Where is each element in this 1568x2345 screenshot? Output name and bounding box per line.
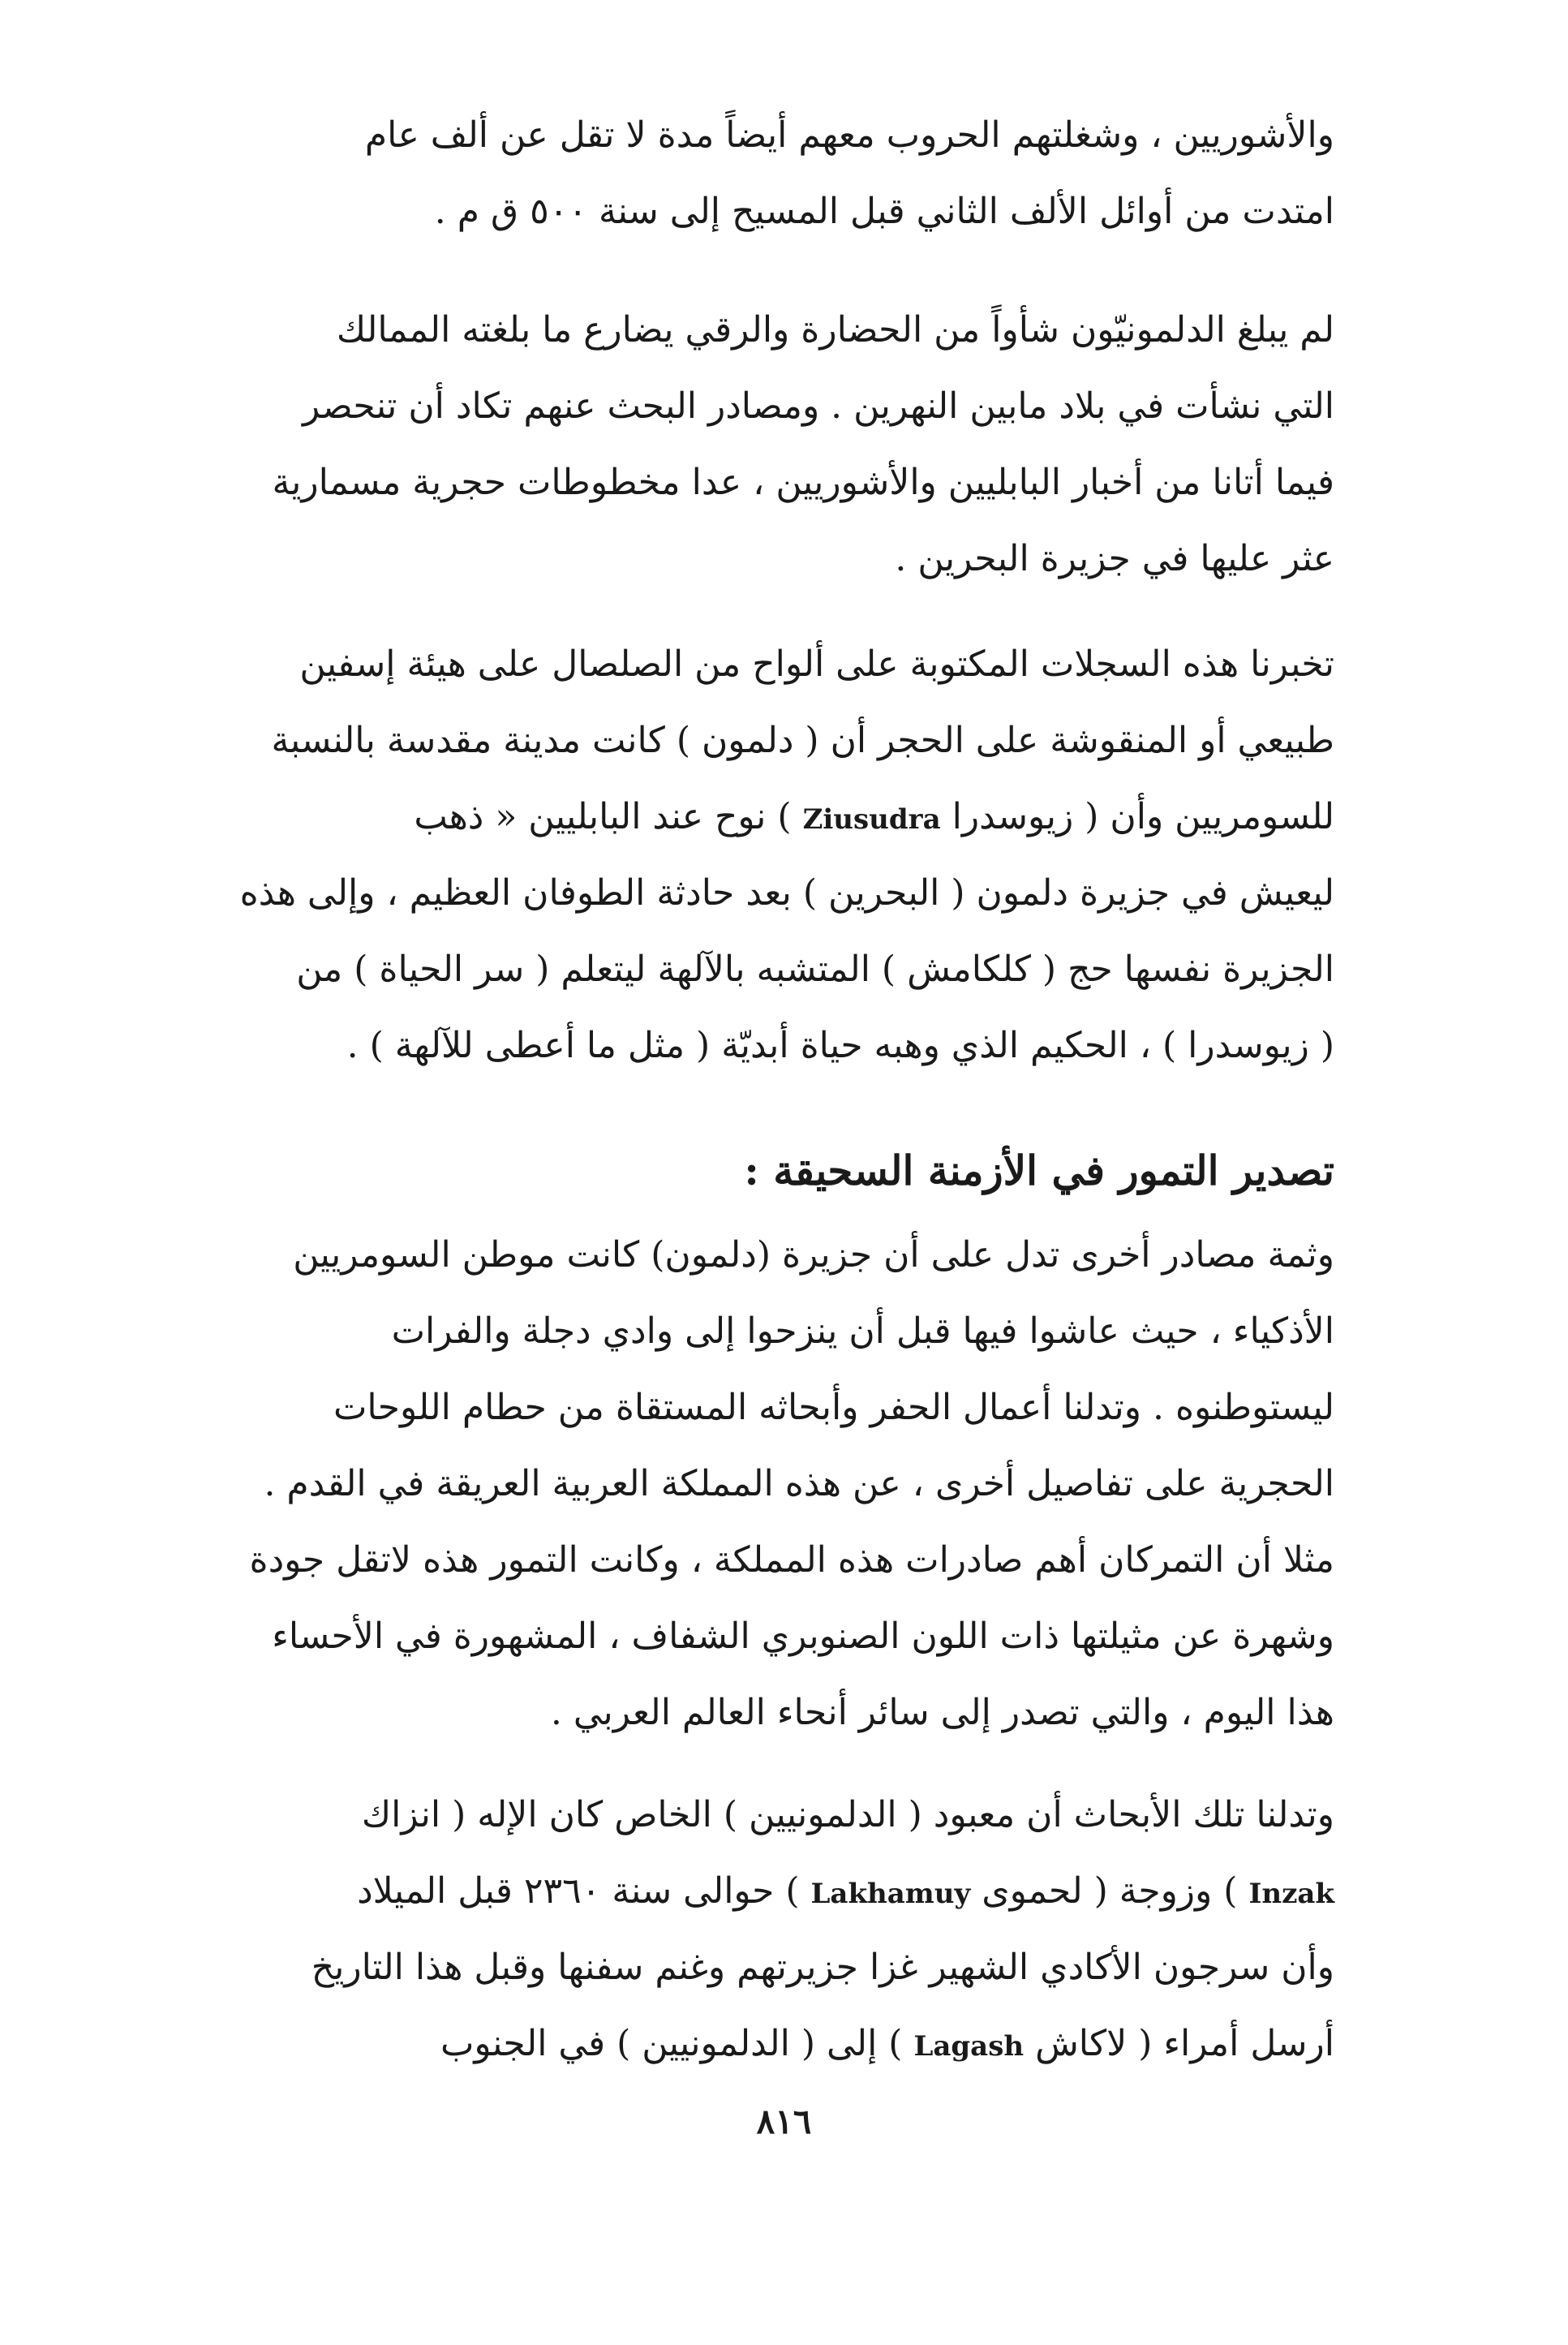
text-line	[219, 779, 1334, 855]
text-line: مثلا أن التمركان أهم صادرات هذه المملكة ، وكانت التمور هذه لاتقل جودة	[249, 1539, 1334, 1581]
text-segment: ) نوح عند البابليين « ذهب	[414, 796, 792, 837]
latin-term-inzak: Inzak	[1248, 1878, 1334, 1910]
text-segment: ) وزوجة ( لحموى	[982, 1870, 1238, 1912]
text-line: ( زيوسدرا ) ، الحكيم الذي وهبه حياة أبديّة ( مثل ما أعطى للآلهة ) .	[346, 1025, 1334, 1066]
text-line: الحجرية على تفاصيل أخرى ، عن هذه المملكة العربية العريقة في القدم .	[264, 1463, 1334, 1504]
paragraph-3	[219, 626, 1334, 1084]
paragraph-4	[219, 1217, 1334, 1751]
text-line: فيما أتانا من أخبار البابليين والأشوريين ، عدا مخطوطات حجرية مسمارية	[272, 462, 1334, 503]
text-line: ليعيش في جزيرة دلمون ( البحرين ) بعد حادثة الطوفان العظيم ، وإلى هذه	[239, 872, 1334, 914]
text-line: وثمة مصادر أخرى تدل على أن جزيرة (دلمون) كانت موطن السومريين	[293, 1234, 1334, 1276]
paragraph-5	[219, 1777, 1334, 2082]
text-line: ليستوطنوه . وتدلنا أعمال الحفر وأبحاثه المستقاة من حطام اللوحات	[333, 1387, 1334, 1428]
text-segment: ) إلى ( الدلمونيين ) في الجنوب	[440, 2023, 903, 2064]
paragraph-2	[219, 292, 1334, 597]
text-segment: للسومريين وأن ( زيوسدرا	[952, 796, 1334, 837]
text-line: عثر عليها في جزيرة البحرين .	[895, 538, 1334, 579]
paragraph-1	[219, 97, 1334, 250]
text-line: الأذكياء ، حيث عاشوا فيها قبل أن ينزحوا إلى وادي دجلة والفرات	[391, 1310, 1334, 1352]
text-line: الجزيرة نفسها حج ( كلكامش ) المتشبه بالآلهة ليتعلم ( سر الحياة ) من	[296, 949, 1334, 990]
text-line: لم يبلغ الدلمونيّون شأواً من الحضارة والرقي يضارع ما بلغته الممالك	[336, 309, 1334, 351]
text-line: وأن سرجون الأكادي الشهير غزا جزيرتهم وغنم سفنها وقبل هذا التاريخ	[311, 1947, 1334, 1988]
text-line: التي نشأت في بلاد مابين النهرين . ومصادر البحث عنهم تكاد أن تنحصر	[302, 385, 1334, 427]
text-line	[219, 2006, 1334, 2082]
text-line: امتدت من أوائل الألف الثاني قبل المسيح إلى سنة ٥٠٠ ق م .	[434, 191, 1334, 232]
page-number: ٨١٦	[756, 2102, 812, 2141]
latin-term-ziusudra: Ziusudra	[802, 803, 941, 836]
text-line	[219, 1853, 1334, 1930]
text-line: والأشوريين ، وشغلتهم الحروب معهم أيضاً مدة لا تقل عن ألف عام	[364, 114, 1334, 156]
latin-term-lagash: Lagash	[913, 2030, 1025, 2063]
text-segment: أرسل أمراء ( لاكاش	[1035, 2023, 1334, 2064]
text-line: وتدلنا تلك الأبحاث أن معبود ( الدلمونيين ) الخاص كان الإله ( انزاك	[361, 1794, 1334, 1835]
text-segment: ) حوالى سنة ٢٣٦٠ قبل الميلاد	[357, 1870, 800, 1912]
text-line: وشهرة عن مثيلتها ذات اللون الصنوبري الشفاف ، المشهورة في الأحساء	[272, 1616, 1334, 1657]
text-line: هذا اليوم ، والتي تصدر إلى سائر أنحاء العالم العربي .	[550, 1692, 1334, 1733]
latin-term-lakhamuy: Lakhamuy	[810, 1878, 971, 1910]
section-heading: تصدير التمور في الأزمنة السحيقة :	[744, 1147, 1334, 1194]
text-line: طبيعي أو المنقوشة على الحجر أن ( دلمون ) كانت مدينة مقدسة بالنسبة	[271, 720, 1334, 761]
text-line: تخبرنا هذه السجلات المكتوبة على ألواح من الصلصال على هيئة إسفين	[299, 643, 1334, 685]
